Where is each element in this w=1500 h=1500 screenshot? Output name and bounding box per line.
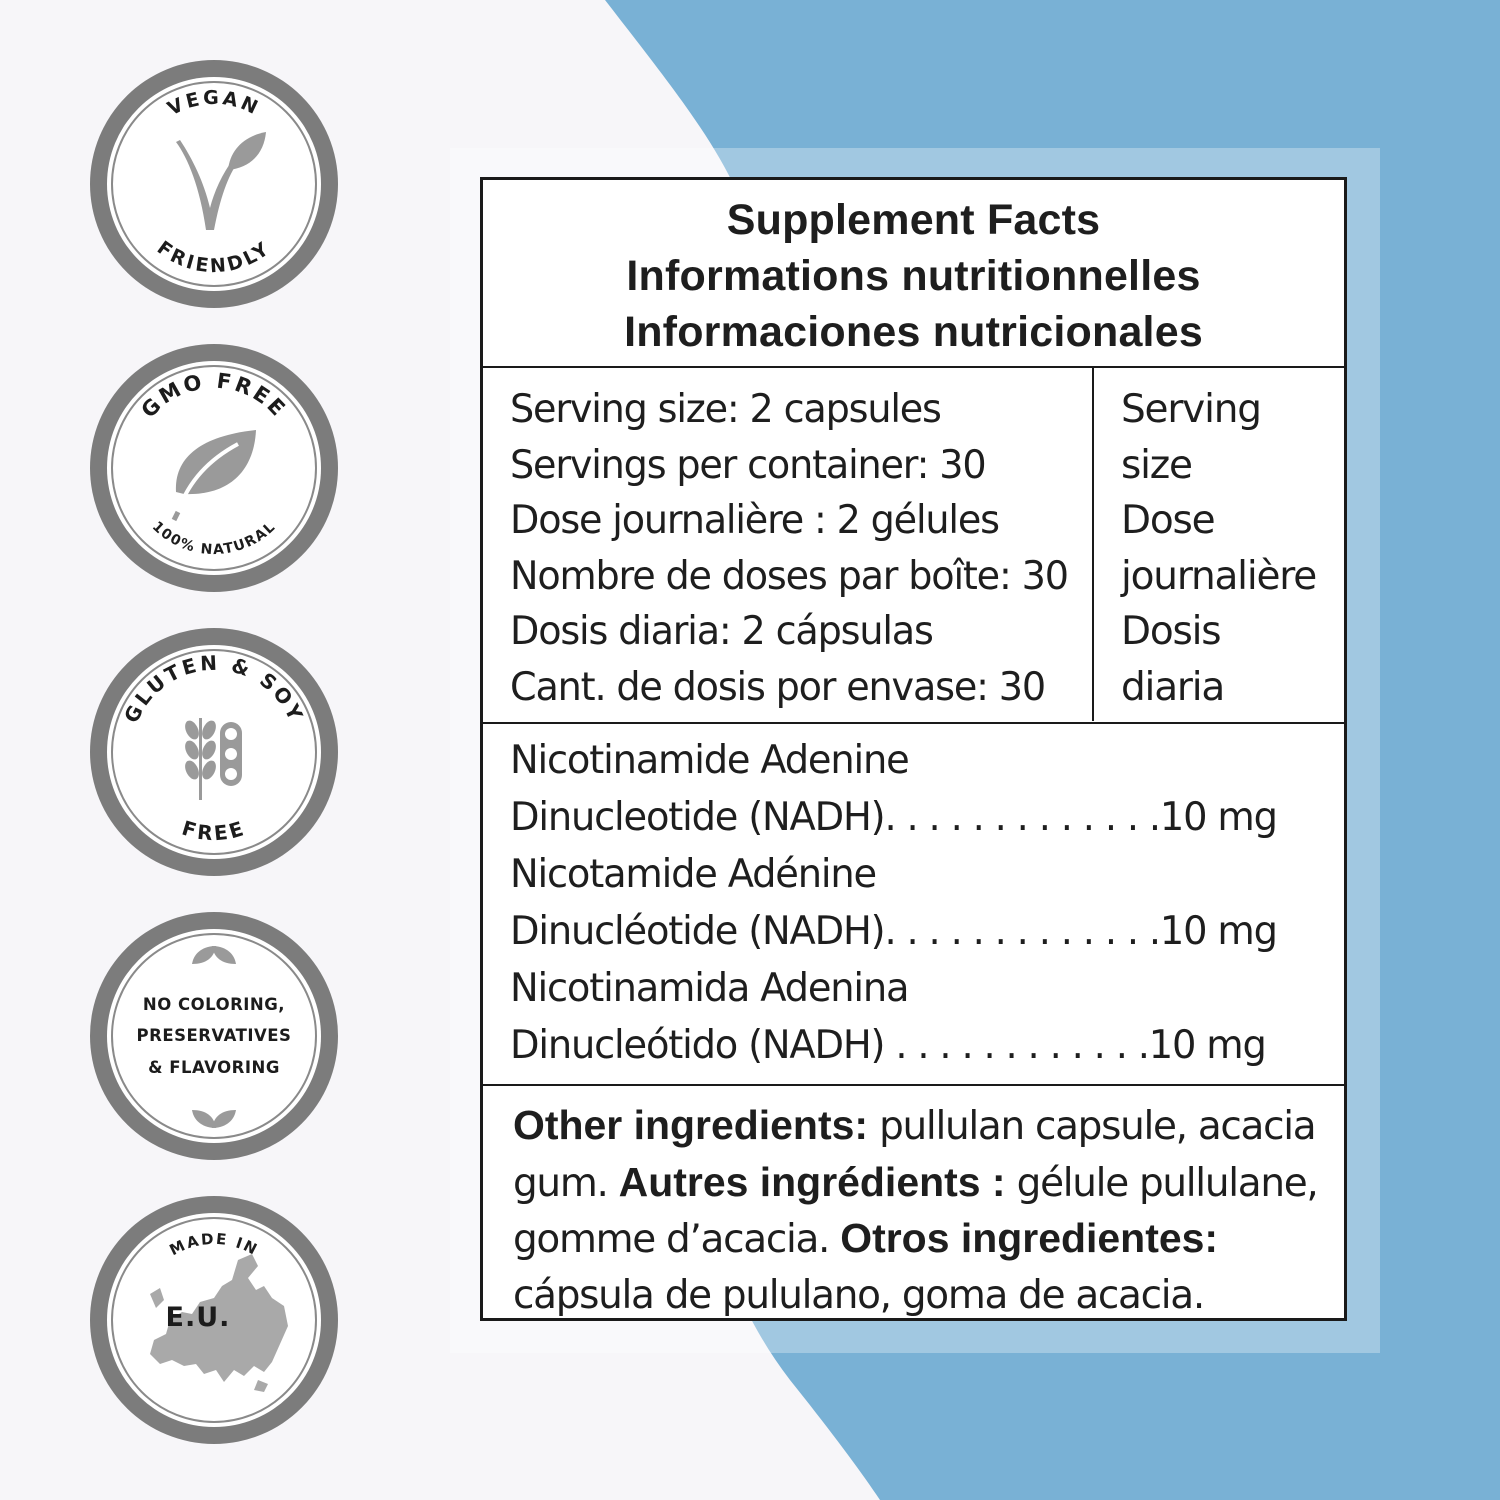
- badge-line-1: NO COLORING,: [142, 995, 286, 1014]
- serving-line: Servings per container: 30: [510, 442, 986, 488]
- serving-size-column-header: [1094, 368, 1344, 715]
- badge-top-text: MADE IN: [166, 1229, 262, 1260]
- no-additives-badge: [88, 910, 340, 1162]
- badge-line-3: & FLAVORING: [148, 1058, 280, 1077]
- ingredient-name-line: Nicotamide Adénine: [510, 852, 876, 897]
- serving-info-row: [483, 368, 1344, 724]
- facts-header: [483, 180, 1344, 368]
- facts-title-fr: Informations nutritionnelles: [626, 252, 1201, 300]
- other-ingredients-label-es: Otros ingredientes:: [840, 1215, 1219, 1261]
- serving-line: Serving size: 2 capsules: [510, 387, 941, 432]
- gluten-soy-free-badge: [88, 626, 340, 878]
- other-ingredients: [483, 1086, 1344, 1323]
- other-ingredients-text-es: cápsula de pululano, goma de acacia.: [513, 1272, 1204, 1318]
- serving-header-line: Dosis: [1121, 609, 1221, 654]
- badge-top-text: GMO FREE: [136, 368, 292, 423]
- other-ingredients-label-en: Other ingredients:: [513, 1102, 869, 1148]
- active-ingredients: [483, 724, 1344, 1086]
- serving-line: Nombre de doses par boîte: 30: [510, 553, 1068, 599]
- ingredient-amount-line: Dinucleótido (NADH) . . . . . . . . . . . .10 mg: [510, 1023, 1266, 1068]
- serving-header-line: size: [1121, 442, 1192, 488]
- other-ingredients-label-fr: Autres ingrédients :: [618, 1158, 1006, 1205]
- badge-bottom-text: FREE: [179, 815, 249, 846]
- vegan-friendly-badge: [88, 58, 340, 310]
- other-ingredients-text-fr: gélule pullulane,: [1005, 1160, 1318, 1206]
- badge-top-text: VEGAN: [164, 86, 264, 121]
- facts-title-es: Informaciones nutricionales: [624, 308, 1203, 356]
- other-ingredients-text-en: pullulan capsule, acacia: [868, 1104, 1316, 1149]
- badge-top-text: GLUTEN & SOY: [119, 650, 309, 727]
- serving-details: [483, 368, 1094, 721]
- badge-center-text: E.U.: [165, 1302, 231, 1333]
- other-ingredients-text-fr-2: gomme d’acacia.: [513, 1217, 841, 1262]
- ingredient-name-line: Nicotinamide Adenine: [510, 738, 909, 783]
- serving-header-line: journalière: [1121, 553, 1317, 599]
- ingredient-amount-line: Dinucleotide (NADH). . . . . . . . . . . . .10 mg: [510, 795, 1277, 840]
- ingredient-amount-line: Dinucléotide (NADH). . . . . . . . . . . . .10 mg: [510, 909, 1277, 954]
- serving-line: Cant. de dosis por envase: 30: [510, 664, 1045, 710]
- other-ingredients-text-en-2: gum.: [513, 1160, 619, 1206]
- badge-bottom-text: FRIENDLY: [152, 236, 276, 278]
- ingredient-name-line: Nicotinamida Adenina: [510, 966, 909, 1011]
- badge-bottom-text: 100% NATURAL: [148, 518, 280, 559]
- supplement-facts-table: [480, 177, 1347, 1321]
- badge-line-2: PRESERVATIVES: [136, 1026, 292, 1045]
- gmo-free-badge: [88, 342, 340, 594]
- serving-header-line: Serving: [1121, 387, 1261, 432]
- made-in-eu-badge: [88, 1194, 340, 1446]
- serving-header-line: diaria: [1121, 664, 1225, 710]
- serving-line: Dose journalière : 2 gélules: [510, 498, 999, 543]
- facts-title-en: Supplement Facts: [726, 196, 1101, 244]
- serving-line: Dosis diaria: 2 cápsulas: [510, 609, 933, 654]
- serving-header-line: Dose: [1121, 498, 1215, 543]
